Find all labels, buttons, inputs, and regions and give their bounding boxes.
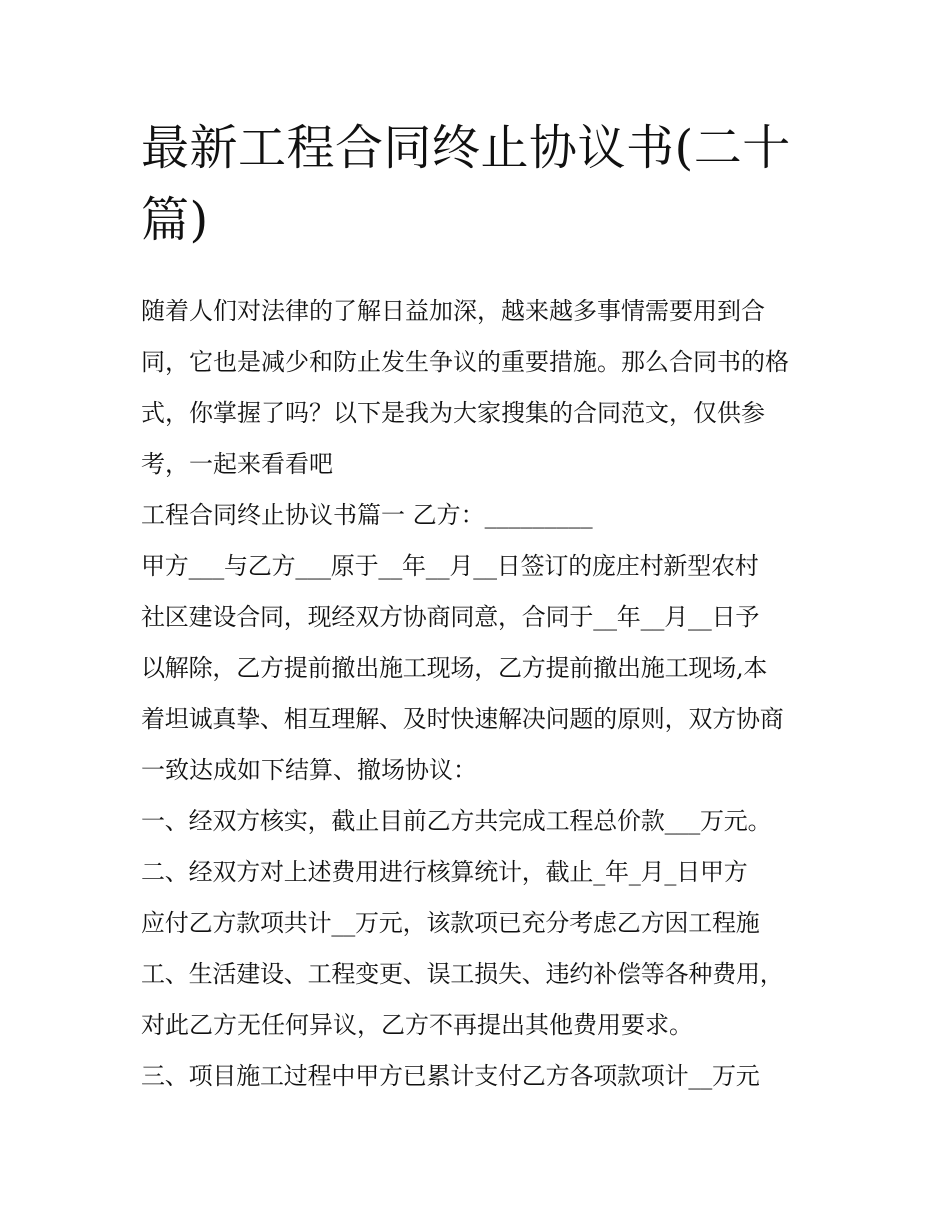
intro-line-3: 式，你掌握了吗？以下是我为大家搜集的合同范文，仅供参 bbox=[141, 399, 765, 427]
document-title bbox=[141, 112, 821, 256]
clause-2-line-2: 应付乙方款项共计__万元，该款项已充分考虑乙方因工程施 bbox=[141, 909, 760, 937]
contract-line-4: 着坦诚真挚、相互理解、及时快速解决问题的原则，双方协商 bbox=[141, 705, 784, 733]
section-heading-line: 工程合同终止协议书篇一 乙方：_________ bbox=[141, 501, 593, 529]
intro-line-2: 同，它也是减少和防止发生争议的重要措施。那么合同书的格 bbox=[141, 348, 789, 376]
clause-2-line-3: 工、生活建设、工程变更、误工损失、违约补偿等各种费用， bbox=[141, 960, 784, 988]
clause-3-line-1: 三、项目施工过程中甲方已累计支付乙方各项款项计__万元 bbox=[141, 1062, 760, 1090]
contract-line-3: 以解除，乙方提前撤出施工现场，乙方提前撤出施工现场,本 bbox=[141, 654, 768, 682]
title-line-2: 篇) bbox=[141, 192, 209, 248]
intro-line-1: 随着人们对法律的了解日益加深，越来越多事情需要用到合 bbox=[141, 297, 765, 325]
clause-1-line-1: 一、经双方核实，截止目前乙方共完成工程总价款___万元。 bbox=[141, 807, 772, 835]
intro-line-4: 考，一起来看看吧 bbox=[141, 450, 333, 478]
clause-2-line-1: 二、经双方对上述费用进行核算统计，截止_年_月_日甲方 bbox=[141, 858, 748, 886]
document-body bbox=[141, 286, 821, 1102]
title-line-1: 最新工程合同终止协议书(二十 bbox=[141, 120, 791, 176]
contract-line-1: 甲方___与乙方___原于__年__月__日签订的庞庄村新型农村 bbox=[141, 552, 759, 580]
clause-2-line-4: 对此乙方无任何异议，乙方不再提出其他费用要求。 bbox=[141, 1011, 693, 1039]
contract-line-5: 一致达成如下结算、撤场协议： bbox=[141, 756, 477, 784]
contract-line-2: 社区建设合同，现经双方协商同意，合同于__年__月__日予 bbox=[141, 603, 760, 631]
document-content bbox=[141, 112, 821, 1102]
